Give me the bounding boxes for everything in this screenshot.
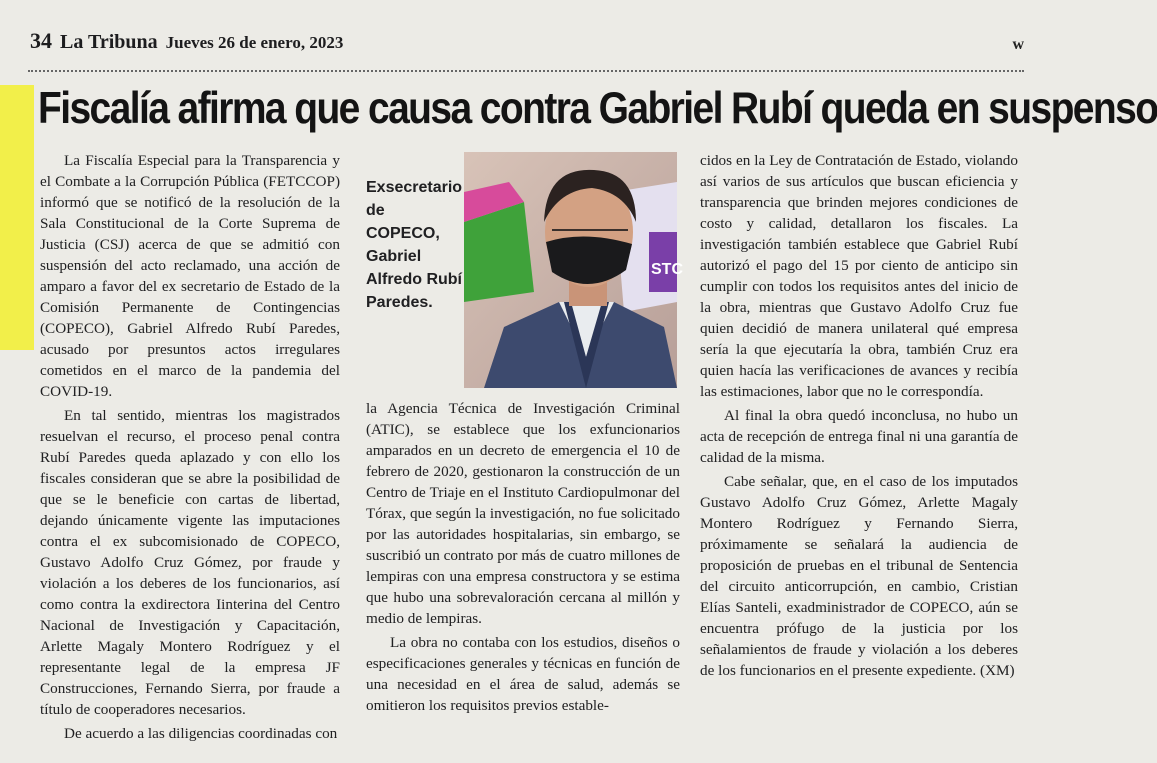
header-rule [28, 70, 1024, 72]
article-column-1 [40, 150, 340, 747]
photo-sign-text: STC [651, 261, 683, 278]
paragraph: la Agencia Técnica de Investigación Criminal (ATIC), se establece que los exfuncionarios amparados en un decreto de emergencia el 10 de febrero de 2020, gestionaron la construcción de un Centro de Triaje en el Instituto Cardiopulmonar del Tórax, que según la investigación, no fue solicitado por las autoridades hospitalarias, sin embargo, se suscribió un contrato por más de cuatro millones de lempiras con una empresa constructora y se estima que hubo una sobrevaloración cercana al millón y medio de lempiras. [366, 400, 680, 627]
issue-date: Jueves 26 de enero, 2023 [165, 33, 344, 52]
header-edge-letter: w [1012, 36, 1024, 53]
article-headline: Fiscalía afirma que causa contra Gabriel Rubí queda en suspenso [38, 84, 1157, 134]
paragraph: cidos en la Ley de Contratación de Estado, violando así varios de sus artículos que buscan eficiencia y transparencia que brinden mejores condiciones de costo y calidad, detallaron los fiscales. La investigación también establece que Gabriel Rubí autorizó el pago del 15 por ciento de anticipo sin cumplir con todos los requisitos antes del inicio de la obra, mientras que Gustavo Adolfo Cruz fue quien decidió de manera unilateral qué empresa sería la que ejecutaría la obra, también Cruz era quien hacía las verificaciones de avances y recibía las estimaciones, labor que no le correspondía. [700, 152, 1018, 400]
article-photo [464, 152, 683, 388]
newspaper-name: La Tribuna [60, 31, 158, 53]
article-column-2 [366, 398, 680, 719]
paragraph: En tal sentido, mientras los magistrados resuelvan el recurso, el proceso penal contra Rubí Paredes queda aplazado y con ello los fiscales consideran que se abre la posibilidad de que se le beneficie con cartas de libertad, dejando únicamente vigente las imputaciones contra el ex subcomisionado de COPECO, Gustavo Adolfo Cruz Gómez, por fraude y violación a los deberes de los funcionarios, así como contra la exdirectora Iinterina del Centro Nacional de Investigación y Capacitación, Arlette Magaly Montero Rodríguez y el representante legal de la empresa JF Construcciones, Fernando Sierra, por fraude a título de cooperadores necesarios. [40, 407, 340, 718]
paragraph: Al final la obra quedó inconclusa, no hubo un acta de recepción de entrega final ni una garantía de calidad de la misma. [700, 407, 1018, 466]
page-header [30, 28, 343, 56]
article-column-3 [700, 150, 1018, 684]
paragraph: De acuerdo a las diligencias coordinadas con [64, 725, 338, 742]
paragraph: La Fiscalía Especial para la Transparencia y el Combate a la Corrupción Pública (FETCCOP) informó que se notificó de la resolución de la Sala Constitucional de la Corte Suprema de Justicia (CSJ) acerca de que se admitió con suspensión del acto reclamado, una acción de amparo a favor del ex secretario de Estado de la Comisión Permanente de Contingencias (COPECO), Gabriel Alfredo Rubí Paredes, acusado por presuntos actos irregulares cometidos en el marco de la pandemia del COVID-19. [40, 152, 340, 400]
highlighter-mark [0, 85, 34, 350]
paragraph: Cabe señalar, que, en el caso de los imputados Gustavo Adolfo Cruz Gómez, Arlette Magaly Montero Rodríguez y Fernando Sierra, próximamente se señalará la audiencia de proposición de pruebas en el tribunal de Sentencia del circuito anticorrupción, en cambio, Cristian Elías Santeli, exadministrador de COPECO, aún se encuentra prófugo de la justicia por los señalamientos de fraude y violación a los deberes de los funcionarios en el presente expediente. (XM) [700, 473, 1018, 679]
paragraph: La obra no contaba con los estudios, diseños o especificaciones generales y técnicas en función de una necesidad en el área de salud, además se omitieron los requisitos previos estable- [366, 634, 680, 714]
photo-illustration [464, 152, 683, 388]
page-number: 34 [30, 28, 52, 53]
photo-caption: Exsecretario de COPECO, Gabriel Alfredo Rubí Paredes. [366, 179, 463, 311]
